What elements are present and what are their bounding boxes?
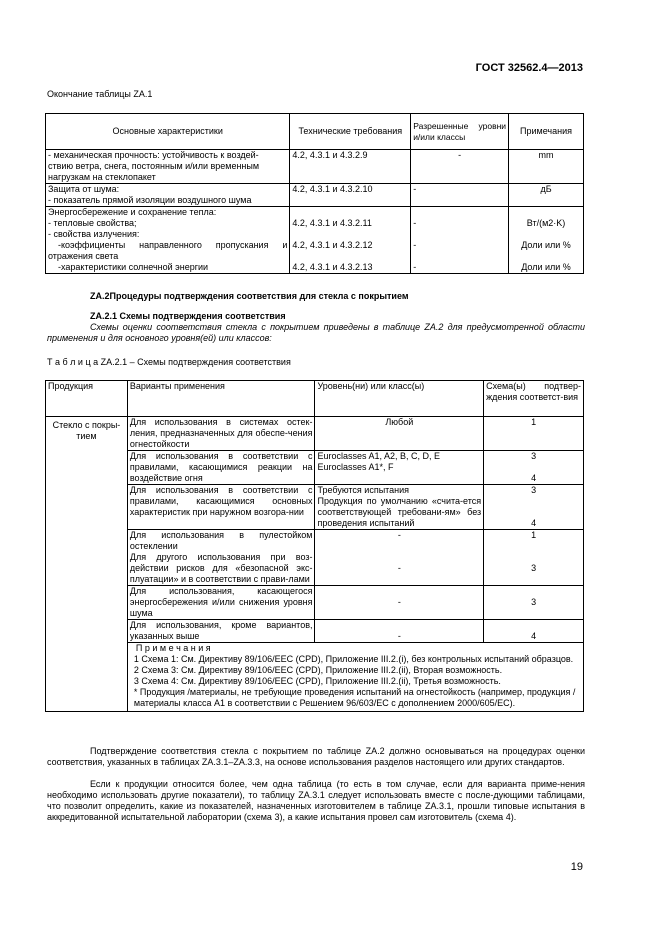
cell-line: ствию ветра, снега, постоянным и/или временным xyxy=(48,161,260,171)
cell-line: 4.2, 4.3.1 и 4.3.2.9 xyxy=(292,150,368,160)
section-title: ZA.2Процедуры подтверждения соответствия для стекла с покрытием xyxy=(90,291,409,301)
cell-line: Энергосбережение и сохранение тепла: xyxy=(48,207,217,217)
cell-line xyxy=(413,251,506,262)
level-cell: - xyxy=(397,563,401,573)
application-cell: Для использования, касающегося энергосбережения и/или снижения уровня шума xyxy=(127,586,315,620)
application-cell: Для использования в соответствии с правилами, касающимися реакции на воздействие огня xyxy=(127,451,315,485)
level-cell: - xyxy=(397,597,401,607)
application-cell: Для использования, кроме вариантов, указанных выше xyxy=(127,620,315,643)
body-paragraph: Если к продукции относится более, чем одна таблица (то есть в том случае, если для варианта приме-нения необходимо использовать другие показатели), то таблицу ZA.3.1 следует использовать вместе с после-дующими таблицами, что позволит определить, какие из показателей, назначенных изготовителем в таблице ZA.3.1, прошли типовые испытания в аккредитованной испытательной лаборатории (схема 3), а какие испытания провел сам изготовитель (схема 4). xyxy=(47,779,585,822)
cell-line: - xyxy=(413,218,417,228)
standard-header: ГОСТ 32562.4—2013 xyxy=(475,62,583,74)
table-header-cell: Уровень(ни) или класс(ы) xyxy=(315,381,484,417)
level-cell: Продукция по умолчанию «счита-ется соответствующей требовани-ям» без проведения испытаний xyxy=(317,496,482,528)
level-cell: - xyxy=(397,530,401,540)
cell-line: 4.2, 4.3.1 и 4.3.2.11 xyxy=(292,218,372,228)
cell-line: дБ xyxy=(540,184,552,194)
cell-line: - показатель прямой изоляции воздушного шума xyxy=(48,195,252,205)
scheme-cell: 3 xyxy=(531,597,537,607)
cell-line xyxy=(511,229,581,240)
note-item: * Продукция /материалы, не требующие проведения испытаний на огнестойкость (например, продукция /материалы класса А1 в соответствии с Решением 96/603/ЕС с дополнением 2000/605/ЕС). xyxy=(133,687,576,708)
subsection-title: ZA.2.1 Схемы подтверждения соответствия xyxy=(90,311,286,321)
application-cell: Для использования в пулестойком остеклении xyxy=(129,530,313,551)
table-za1 xyxy=(45,113,584,274)
scheme-cell: 1 xyxy=(531,417,537,427)
scheme-cell: 1 xyxy=(531,530,537,540)
note-item: 3 Схема 4: См. Директиву 89/106/ЕЕС (CPD), Приложение III.2.(ii), Третья возможность. xyxy=(133,676,501,686)
table-za21 xyxy=(45,380,584,712)
table-continuation-label: Окончание таблицы ZA.1 xyxy=(47,89,153,99)
cell-line: - xyxy=(413,184,417,194)
cell-line: - механическая прочность: устойчивость к воздей- xyxy=(48,150,259,160)
cell-line: - тепловые свойства; xyxy=(48,218,137,228)
scheme-cell: 4 xyxy=(531,631,537,641)
table-header-cell: Разрешенные уровни и/или классы xyxy=(411,114,509,150)
page-number: 19 xyxy=(570,861,583,873)
application-cell: Для другого использования при воз-действии рисков для «безопасной экс-плуатации» и в соответствии с прави-лами xyxy=(129,552,313,584)
cell-line: 4.2, 4.3.1 и 4.3.2.13 xyxy=(292,262,373,272)
table-row xyxy=(46,150,584,184)
scheme-cell: 3 xyxy=(531,563,537,573)
cell-line xyxy=(413,207,506,218)
level-cell: - xyxy=(397,631,401,641)
cell-line: -характеристики солнечной энергии xyxy=(58,262,209,272)
note-item: 1 Схема 1: См. Директиву 89/106/ЕЕС (CPD), Приложение III.2.(i), без контрольных испытаний образцов. xyxy=(133,654,574,664)
cell-line xyxy=(292,229,408,240)
scheme-cell: 4 xyxy=(531,518,537,528)
cell-line: - xyxy=(458,150,462,160)
cell-line: Защита от шума: xyxy=(48,184,120,194)
table-header-cell: Схема(ы) подтвер-ждения соответст-вия xyxy=(484,381,584,417)
cell-line: Вт/(м2·K) xyxy=(526,218,566,228)
table-row xyxy=(46,207,584,274)
table-caption: Т а б л и ц а ZA.2.1 – Схемы подтверждения соответствия xyxy=(47,357,291,367)
cell-line xyxy=(413,229,506,240)
level-cell: Euroclasses A1, A2, B, C, D, E xyxy=(317,451,441,461)
application-cell: Для использования в соответствии с правилами, касающимися основных характеристик при наружном возгора-нии xyxy=(127,485,315,530)
level-cell: Euroclasses A1*, F xyxy=(317,462,394,472)
cell-line xyxy=(292,207,408,218)
level-cell: Требуются испытания xyxy=(317,485,410,495)
cell-line: - свойства излучения: xyxy=(48,229,140,239)
scheme-cell: 3 xyxy=(531,485,537,495)
cell-line: -коэффициенты направленного пропускания и xyxy=(58,240,288,250)
cell-line: Доли или % xyxy=(521,240,571,250)
table-row xyxy=(46,184,584,207)
application-cell: Для использования в системах остек-ления, предназначенных для обеспе-чения огнестойкости xyxy=(127,417,315,451)
body-paragraph: Подтверждение соответствия стекла с покрытием по таблице ZA.2 должно основываться на процедурах оценки соответствия, указанных в таблицах ZA.3.1–ZA.3.3, на основе использования разделов настоящего или других стандартов. xyxy=(47,746,585,767)
cell-line: 4.2, 4.3.1 и 4.3.2.10 xyxy=(292,184,373,194)
cell-line: mm xyxy=(538,150,554,160)
italic-paragraph: Схемы оценки соответствия стекла с покрытием приведены в таблице ZA.2 для предусмотренной области применения и для основного уровня(ей) или классов: xyxy=(47,322,585,343)
cell-line xyxy=(511,207,581,218)
scheme-cell: 3 xyxy=(531,451,537,461)
table-header-cell: Примечания xyxy=(509,114,584,150)
table-header-cell: Продукция xyxy=(46,381,128,417)
notes-title: П р и м е ч а н и я xyxy=(135,643,211,653)
cell-line: отражения света xyxy=(48,251,119,261)
cell-line xyxy=(511,251,581,262)
level-cell: Любой xyxy=(385,417,414,427)
table-header-cell: Варианты применения xyxy=(127,381,315,417)
cell-line: 4.2, 4.3.1 и 4.3.2.12 xyxy=(292,240,373,250)
table-header-cell: Технические требования xyxy=(290,114,411,150)
cell-line: - xyxy=(413,262,417,272)
table-row xyxy=(46,417,584,451)
product-cell: Стекло с покры-тием xyxy=(46,417,128,712)
cell-line xyxy=(292,251,408,262)
table-header-cell: Основные характеристики xyxy=(46,114,290,150)
cell-line: - xyxy=(413,240,417,250)
scheme-cell: 4 xyxy=(531,473,537,483)
cell-line: нагрузкам на стеклопакет xyxy=(48,172,156,182)
cell-line: Доли или % xyxy=(521,262,571,272)
note-item: 2 Схема 3: См. Директиву 89/106/ЕЕС (CPD), Приложение III.2.(ii), Вторая возможность. xyxy=(133,665,503,675)
